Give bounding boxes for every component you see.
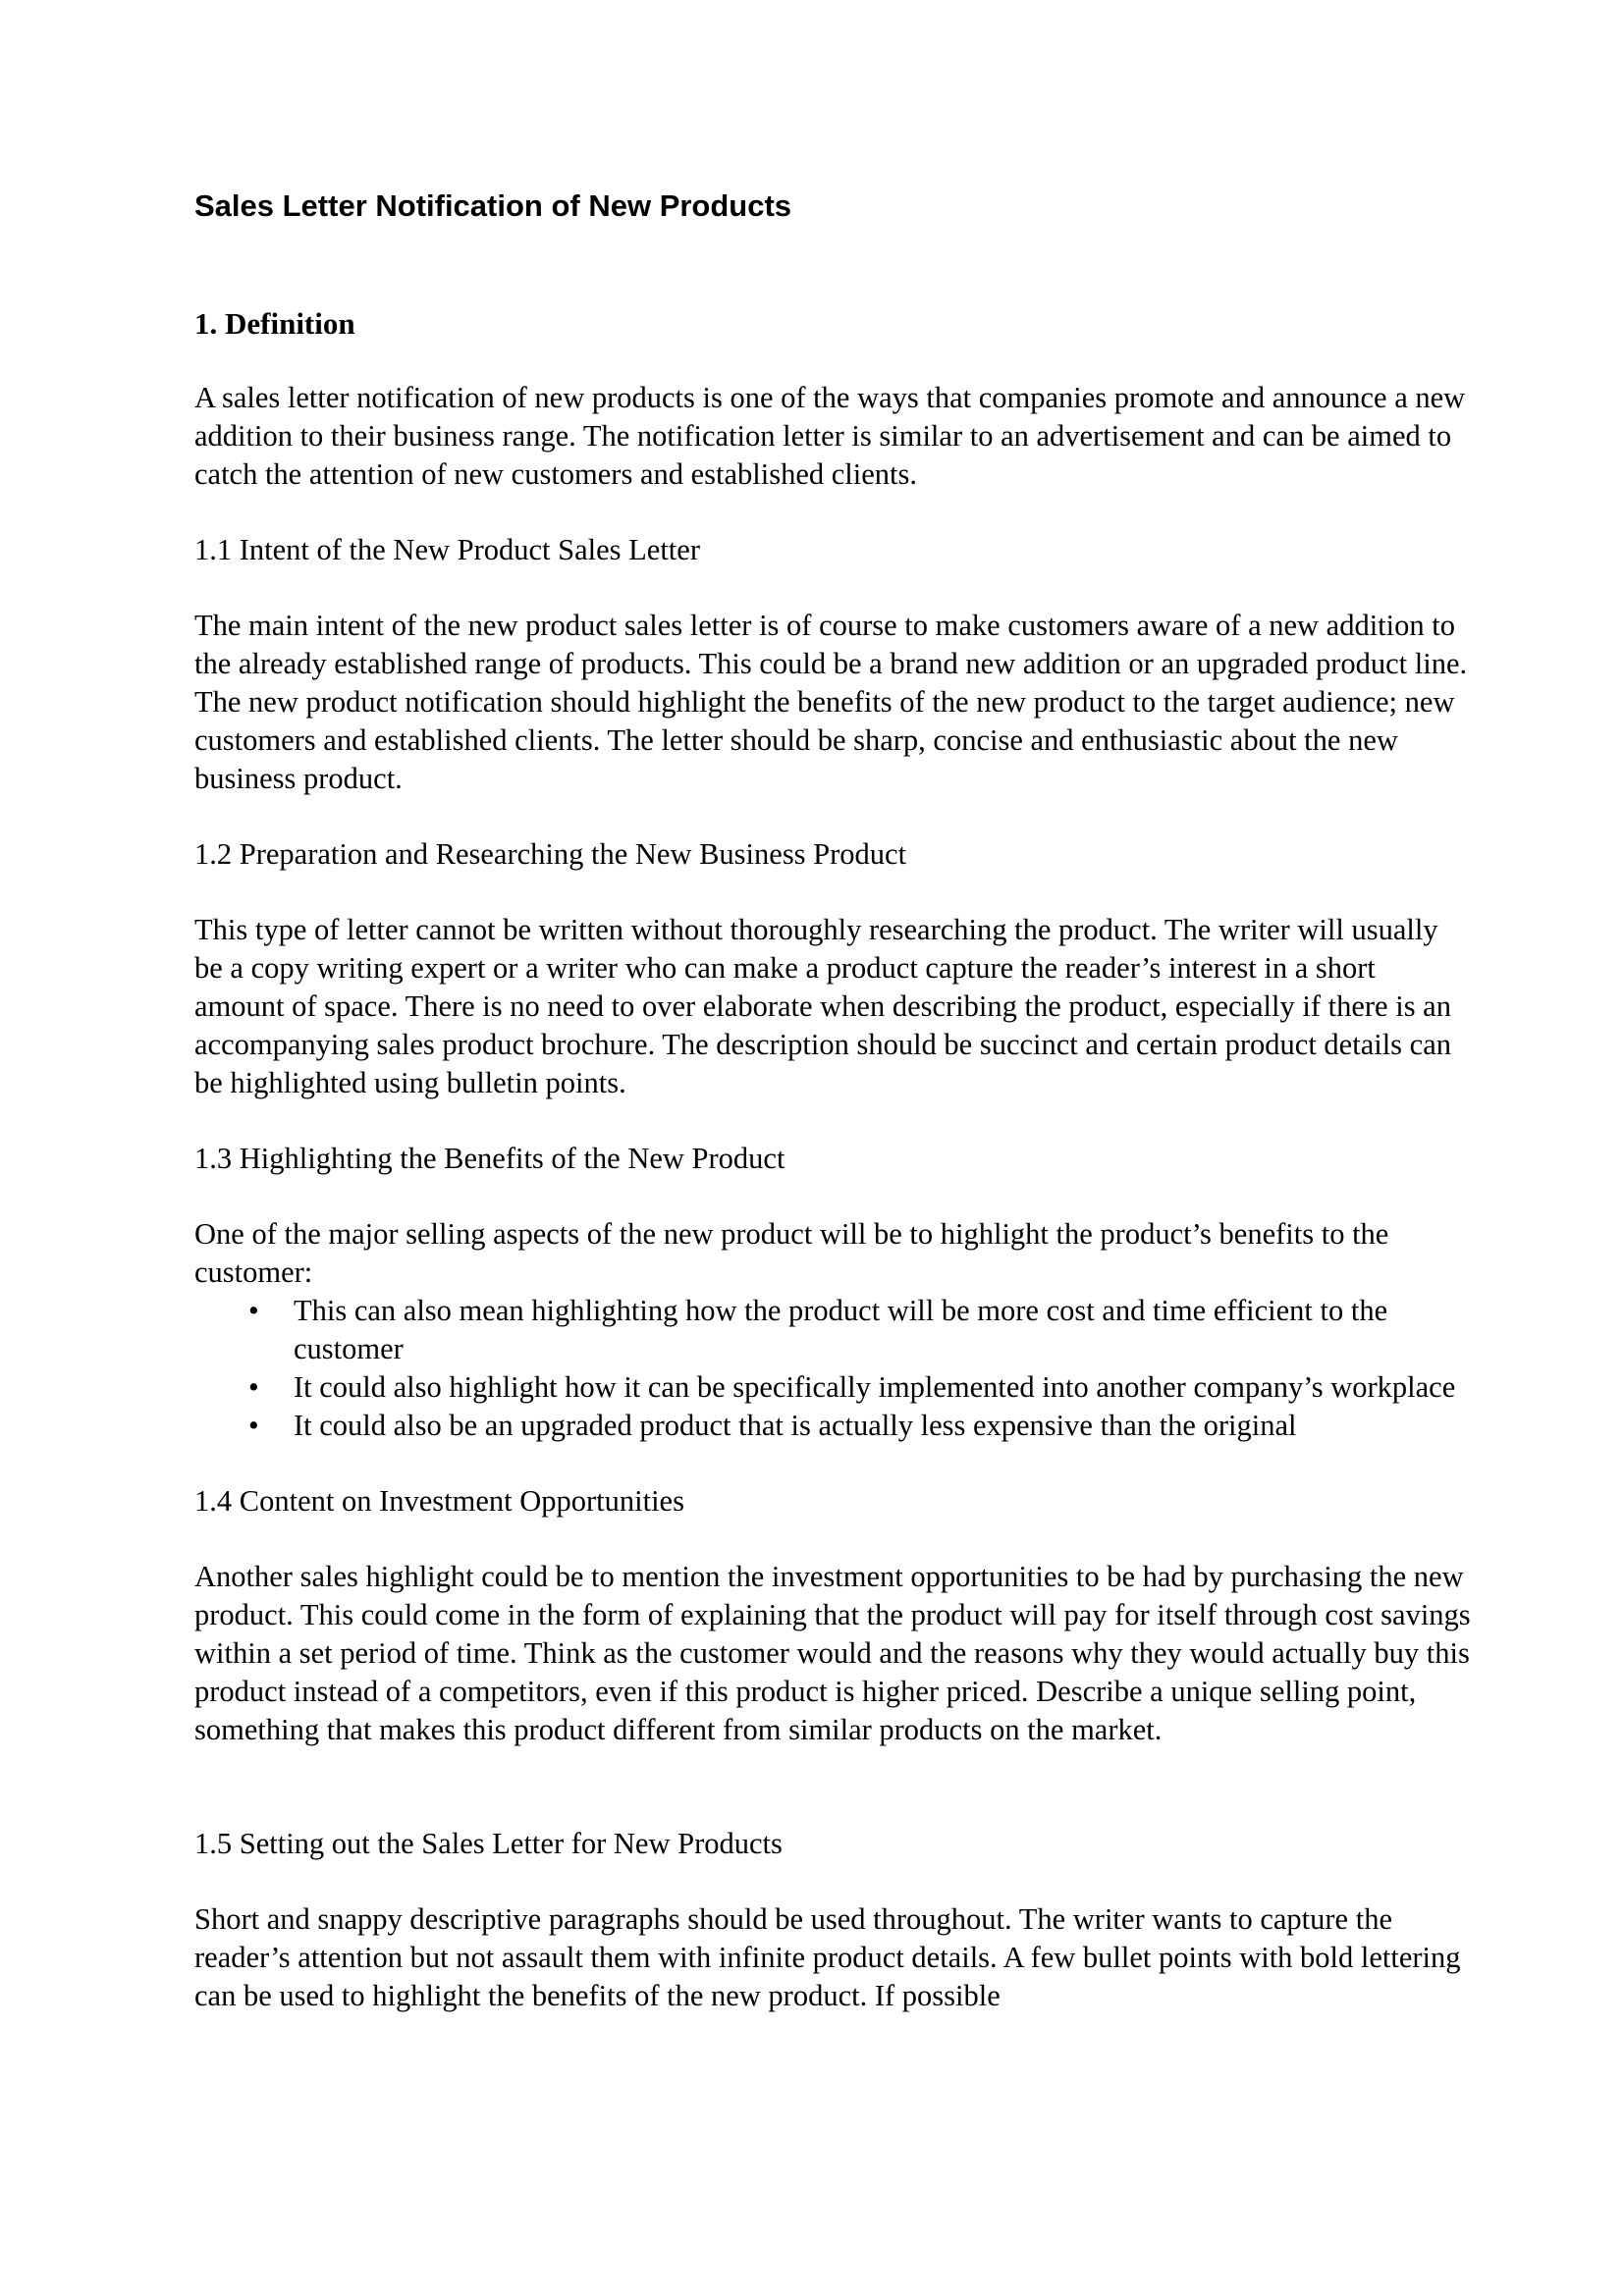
- bullet-marker: •: [248, 1294, 259, 1327]
- paragraph-benefits: One of the major selling aspects of the new product will be to highlight the product’s benefits to the customer:: [194, 1217, 1389, 1289]
- document-body: [194, 187, 1471, 2053]
- paragraph-definition: A sales letter notification of new products is one of the ways that companies promote and announce a new addition to their business range. The notification letter is similar to an advertisement and can be aimed to catch the attention of new customers and established clients.: [194, 381, 1466, 491]
- section-heading-definition: 1. Definition: [194, 306, 355, 341]
- section-heading-setting-out: 1.5 Setting out the Sales Letter for New Products: [194, 1827, 783, 1860]
- list-item: [194, 1368, 1471, 1407]
- section-heading-investment: 1.4 Content on Investment Opportunities: [194, 1484, 684, 1518]
- section-heading-intent: 1.1 Intent of the New Product Sales Letter: [194, 533, 700, 566]
- list-item-text: It could also highlight how it can be specifically implemented into another company’s workplace: [294, 1370, 1456, 1404]
- paragraph-preparation: This type of letter cannot be written without thoroughly researching the product. The writer will usually be a copy writing expert or a writer who can make a product capture the reader’s interest in a short amount of space. There is no need to over elaborate when describing the product, especially if there is an accompanying sales product brochure. The description should be succinct and certain product details can be highlighted using bulletin points.: [194, 913, 1452, 1099]
- paragraph-setting-out: Short and snappy descriptive paragraphs should be used throughout. The writer wants to capture the reader’s attention but not assault them with infinite product details. A few bullet points with bold lettering can be used to highlight the benefits of the new product. If possible: [194, 1902, 1461, 2012]
- paragraph-intent: The main intent of the new product sales letter is of course to make customers aware of a new addition to the already established range of products. This could be a brand new addition or an upgraded product line. The new product notification should highlight the benefits of the new product to the target audience; new customers and established clients. The letter should be sharp, concise and enthusiastic about the new business product.: [194, 609, 1468, 795]
- list-item-text: It could also be an upgraded product that is actually less expensive than the original: [294, 1409, 1297, 1442]
- paragraph-investment: Another sales highlight could be to mention the investment opportunities to be had by purchasing the new product. This could come in the form of explaining that the product will pay for itself through cost savings within a set period of time. Think as the customer would and the reasons why they would actually buy this product instead of a competitors, even if this product is higher priced. Describe a unique selling point, something that makes this product different from similar products on the market.: [194, 1560, 1471, 1746]
- bullet-marker: •: [248, 1370, 259, 1404]
- list-item: [194, 1407, 1471, 1445]
- section-heading-benefits: 1.3 Highlighting the Benefits of the New Product: [194, 1142, 785, 1175]
- list-item: [194, 1292, 1471, 1368]
- list-item-text: This can also mean highlighting how the product will be more cost and time efficient to the customer: [294, 1294, 1388, 1365]
- section-heading-preparation: 1.2 Preparation and Researching the New Business Product: [194, 837, 907, 871]
- document-title: Sales Letter Notification of New Products: [194, 188, 792, 223]
- bullet-marker: •: [248, 1409, 259, 1442]
- benefits-bullet-list: [194, 1292, 1471, 1445]
